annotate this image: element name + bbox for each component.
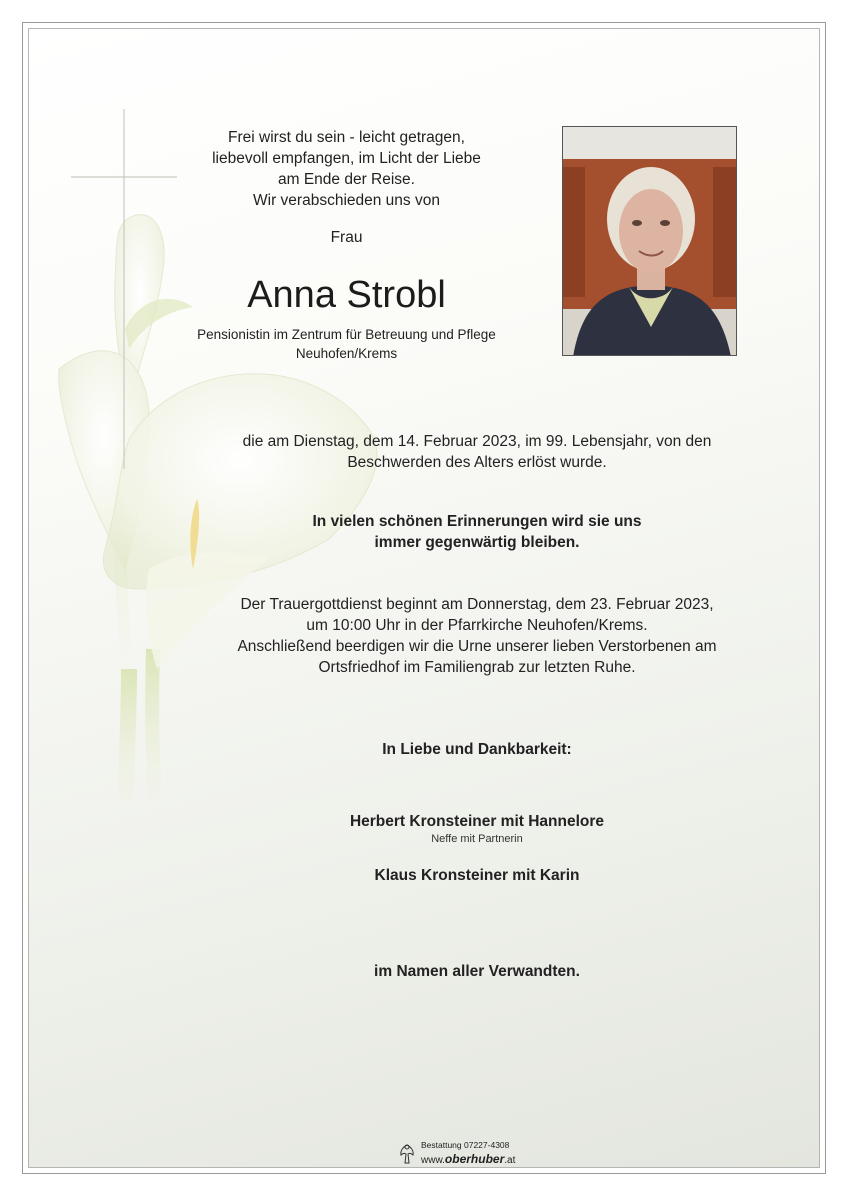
motto-verse bbox=[129, 127, 564, 211]
profession-line: Neuhofen/Krems bbox=[295, 346, 398, 361]
card-inner-frame bbox=[28, 28, 820, 1168]
thanks-heading: In Liebe und Dankbarkeit: bbox=[382, 741, 572, 758]
mourner-name: Herbert Kronsteiner mit Hannelore bbox=[349, 813, 605, 830]
memory-line: In vielen schönen Erinnerungen wird sie uns bbox=[312, 513, 642, 530]
website-brand: oberhuber bbox=[444, 1152, 505, 1166]
funeral-home-footer bbox=[397, 1139, 537, 1168]
service-line: um 10:00 Uhr in der Pfarrkirche Neuhofen/Krems. bbox=[306, 617, 648, 634]
mourner-relation: Neffe mit Partnerin bbox=[431, 833, 523, 845]
website-suffix: .at bbox=[504, 1155, 516, 1166]
memory-line: immer gegenwärtig bleiben. bbox=[374, 534, 580, 551]
motto-line: Frei wirst du sein - leicht getragen, bbox=[228, 129, 465, 146]
salutation: Frau bbox=[330, 229, 363, 246]
mourner-name: Klaus Kronsteiner mit Karin bbox=[374, 867, 580, 884]
portrait-photo bbox=[562, 126, 737, 356]
deceased-name: Anna Strobl bbox=[247, 274, 446, 316]
motto-line: liebevoll empfangen, im Licht der Liebe bbox=[212, 150, 481, 167]
funeral-home-phone: Bestattung 07227-4308 bbox=[421, 1140, 510, 1150]
closing-line: im Namen aller Verwandten. bbox=[374, 963, 580, 980]
death-notice bbox=[177, 431, 777, 473]
service-line: Der Trauergottdienst beginnt am Donnerstag, dem 23. Februar 2023, bbox=[240, 596, 714, 613]
motto-line: Wir verabschieden uns von bbox=[253, 192, 440, 209]
profession-line: Pensionistin im Zentrum für Betreuung und Pflege bbox=[197, 327, 496, 342]
service-line: Ortsfriedhof im Familiengrab zur letzten Ruhe. bbox=[318, 659, 636, 676]
website-prefix: www. bbox=[421, 1155, 445, 1166]
funeral-home-website bbox=[421, 1152, 515, 1166]
service-details bbox=[177, 594, 777, 678]
angel-logo-icon bbox=[397, 1141, 417, 1167]
profession bbox=[129, 325, 564, 363]
portrait-image bbox=[563, 127, 737, 356]
memory-statement bbox=[177, 511, 777, 553]
death-notice-line: die am Dienstag, dem 14. Februar 2023, im 99. Lebensjahr, von den bbox=[242, 433, 712, 450]
death-notice-line: Beschwerden des Alters erlöst wurde. bbox=[347, 454, 607, 471]
motto-line: am Ende der Reise. bbox=[278, 171, 415, 188]
service-line: Anschließend beerdigen wir die Urne unserer lieben Verstorbenen am bbox=[237, 638, 717, 655]
